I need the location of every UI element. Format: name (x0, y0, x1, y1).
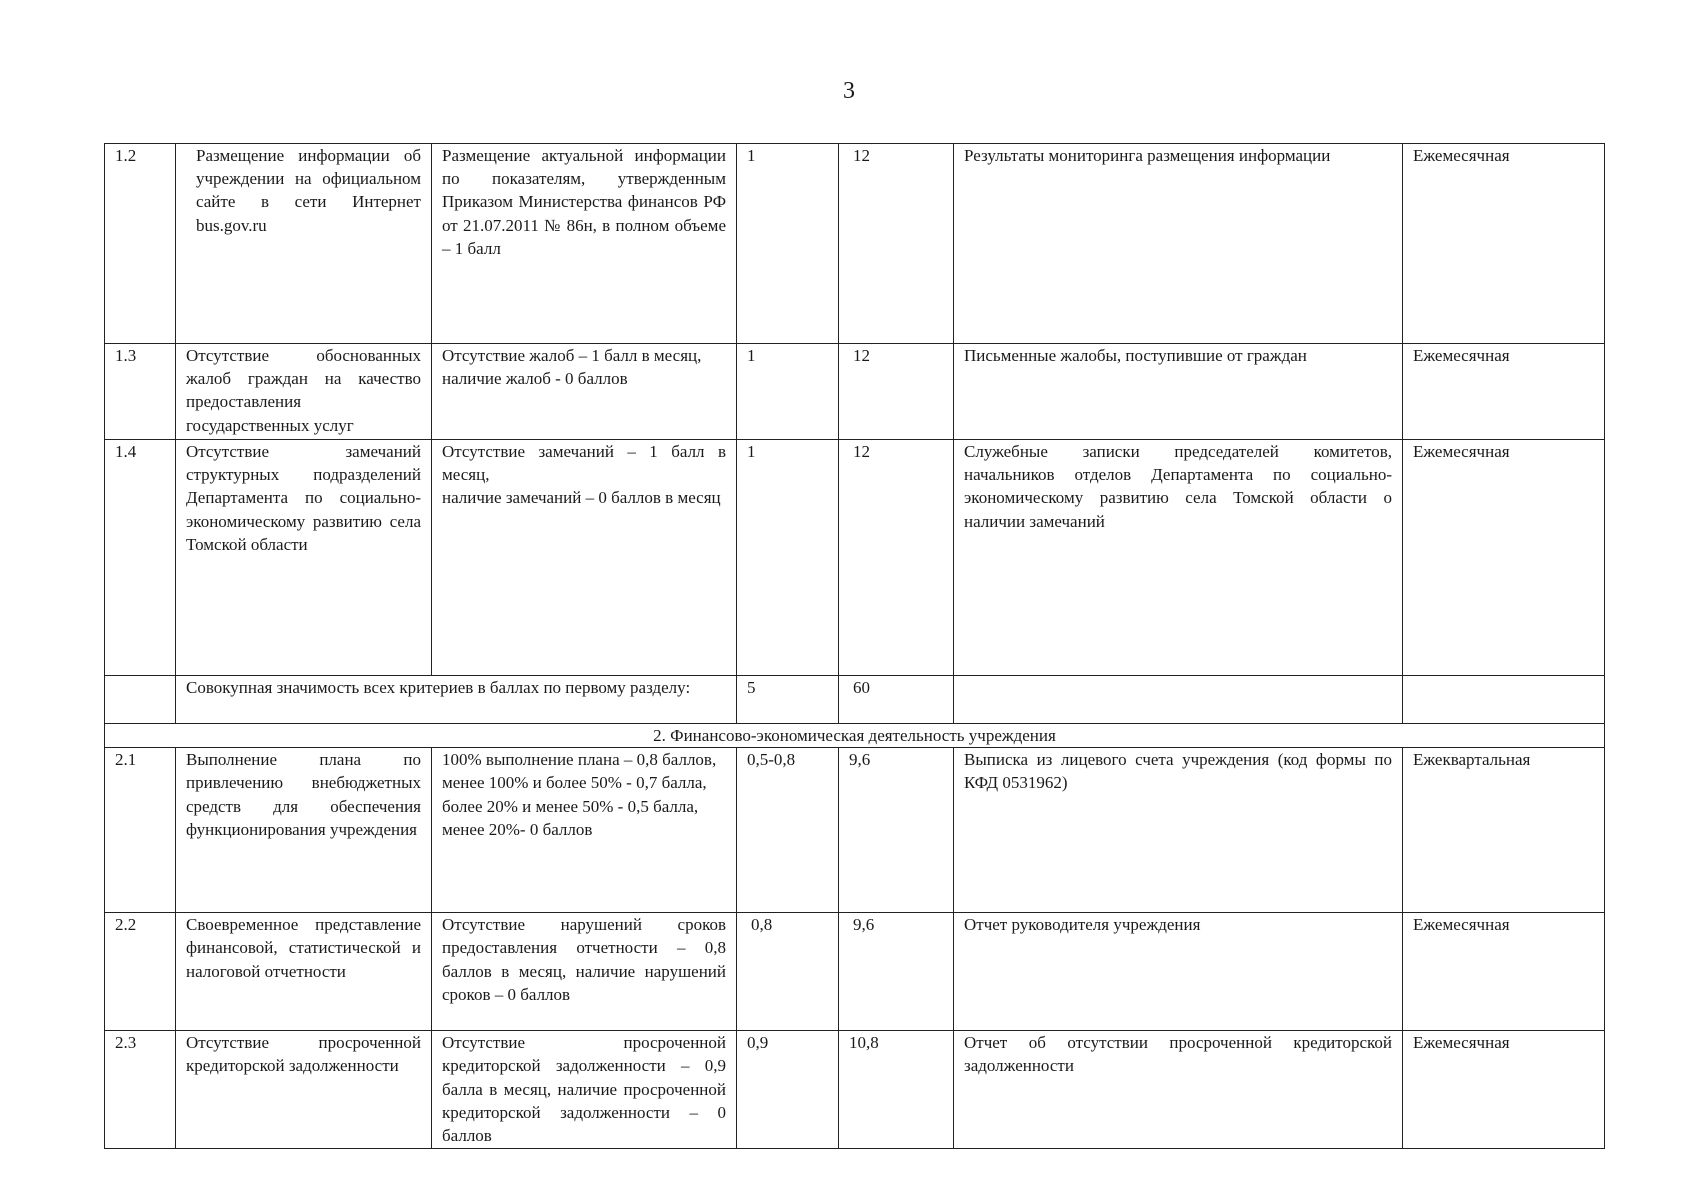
source-cell: Служебные записки председателей комитетов, начальников отделов Департамента по социально-экономическому развитию села Томской области о наличии замечаний (954, 440, 1403, 676)
table-row (105, 1031, 1605, 1149)
empty-cell (1403, 676, 1605, 724)
table-row (105, 440, 1605, 676)
total-cell: 9,6 (839, 913, 954, 1031)
criterion-cell: Своевременное представление финансовой, статистической и налоговой отчетности (176, 913, 432, 1031)
condition-cell: Отсутствие просроченной кредиторской задолженности – 0,9 балла в месяц, наличие просроченной кредиторской задолженности – 0 баллов (432, 1031, 737, 1149)
condition-cell: Размещение актуальной информации по показателям, утвержденным Приказом Министерства финансов РФ от 21.07.2011 № 86н, в полном объеме – 1 балл (432, 144, 737, 344)
table-row (105, 144, 1605, 344)
criteria-table (104, 143, 1605, 1149)
source-cell: Письменные жалобы, поступившие от граждан (954, 344, 1403, 440)
score-cell: 0,9 (737, 1031, 839, 1149)
condition-cell: Отсутствие нарушений сроков предоставления отчетности – 0,8 баллов в месяц, наличие нарушений сроков – 0 баллов (432, 913, 737, 1031)
table-row (105, 913, 1605, 1031)
section-title: 2. Финансово-экономическая деятельность учреждения (105, 724, 1605, 748)
score-cell: 1 (737, 144, 839, 344)
score-cell: 0,8 (737, 913, 839, 1031)
score-cell: 1 (737, 344, 839, 440)
empty-cell (954, 676, 1403, 724)
row-number: 2.3 (105, 1031, 176, 1149)
source-cell: Отчет об отсутствии просроченной кредиторской задолженности (954, 1031, 1403, 1149)
section-header-row (105, 724, 1605, 748)
total-cell: 12 (839, 344, 954, 440)
total-cell: 12 (839, 144, 954, 344)
total-cell: 12 (839, 440, 954, 676)
row-number: 2.2 (105, 913, 176, 1031)
condition-cell: Отсутствие замечаний – 1 балл в месяц, наличие замечаний – 0 баллов в месяц (432, 440, 737, 676)
empty-cell (105, 676, 176, 724)
condition-cell: Отсутствие жалоб – 1 балл в месяц, наличие жалоб - 0 баллов (432, 344, 737, 440)
criterion-cell: Выполнение плана по привлечению внебюджетных средств для обеспечения функционирования учреждения (176, 748, 432, 913)
source-cell: Отчет руководителя учреждения (954, 913, 1403, 1031)
score-cell: 0,5-0,8 (737, 748, 839, 913)
frequency-cell: Ежемесячная (1403, 1031, 1605, 1149)
row-number: 1.2 (105, 144, 176, 344)
frequency-cell: Ежемесячная (1403, 913, 1605, 1031)
criterion-cell: Отсутствие замечаний структурных подразделений Департамента по социально-экономическому развитию села Томской области (176, 440, 432, 676)
table-row (105, 748, 1605, 913)
source-cell: Выписка из лицевого счета учреждения (код формы по КФД 0531962) (954, 748, 1403, 913)
frequency-cell: Ежеквартальная (1403, 748, 1605, 913)
frequency-cell: Ежемесячная (1403, 440, 1605, 676)
score-cell: 1 (737, 440, 839, 676)
summary-row (105, 676, 1605, 724)
page-number: 3 (843, 78, 855, 104)
frequency-cell: Ежемесячная (1403, 344, 1605, 440)
row-number: 2.1 (105, 748, 176, 913)
summary-total: 60 (839, 676, 954, 724)
total-cell: 9,6 (839, 748, 954, 913)
criterion-cell: Отсутствие обоснованных жалоб граждан на качество предоставления государственных услуг (176, 344, 432, 440)
total-cell: 10,8 (839, 1031, 954, 1149)
summary-label: Совокупная значимость всех критериев в баллах по первому разделу: (176, 676, 737, 724)
source-cell: Результаты мониторинга размещения информации (954, 144, 1403, 344)
row-number: 1.4 (105, 440, 176, 676)
table-row (105, 344, 1605, 440)
condition-cell: 100% выполнение плана – 0,8 баллов, менее 100% и более 50% - 0,7 балла, более 20% и менее 50% - 0,5 балла, менее 20%- 0 баллов (432, 748, 737, 913)
frequency-cell: Ежемесячная (1403, 144, 1605, 344)
criterion-cell: Размещение информации об учреждении на официальном сайте в сети Интернет bus.gov.ru (176, 144, 432, 344)
row-number: 1.3 (105, 344, 176, 440)
criterion-cell: Отсутствие просроченной кредиторской задолженности (176, 1031, 432, 1149)
summary-score: 5 (737, 676, 839, 724)
